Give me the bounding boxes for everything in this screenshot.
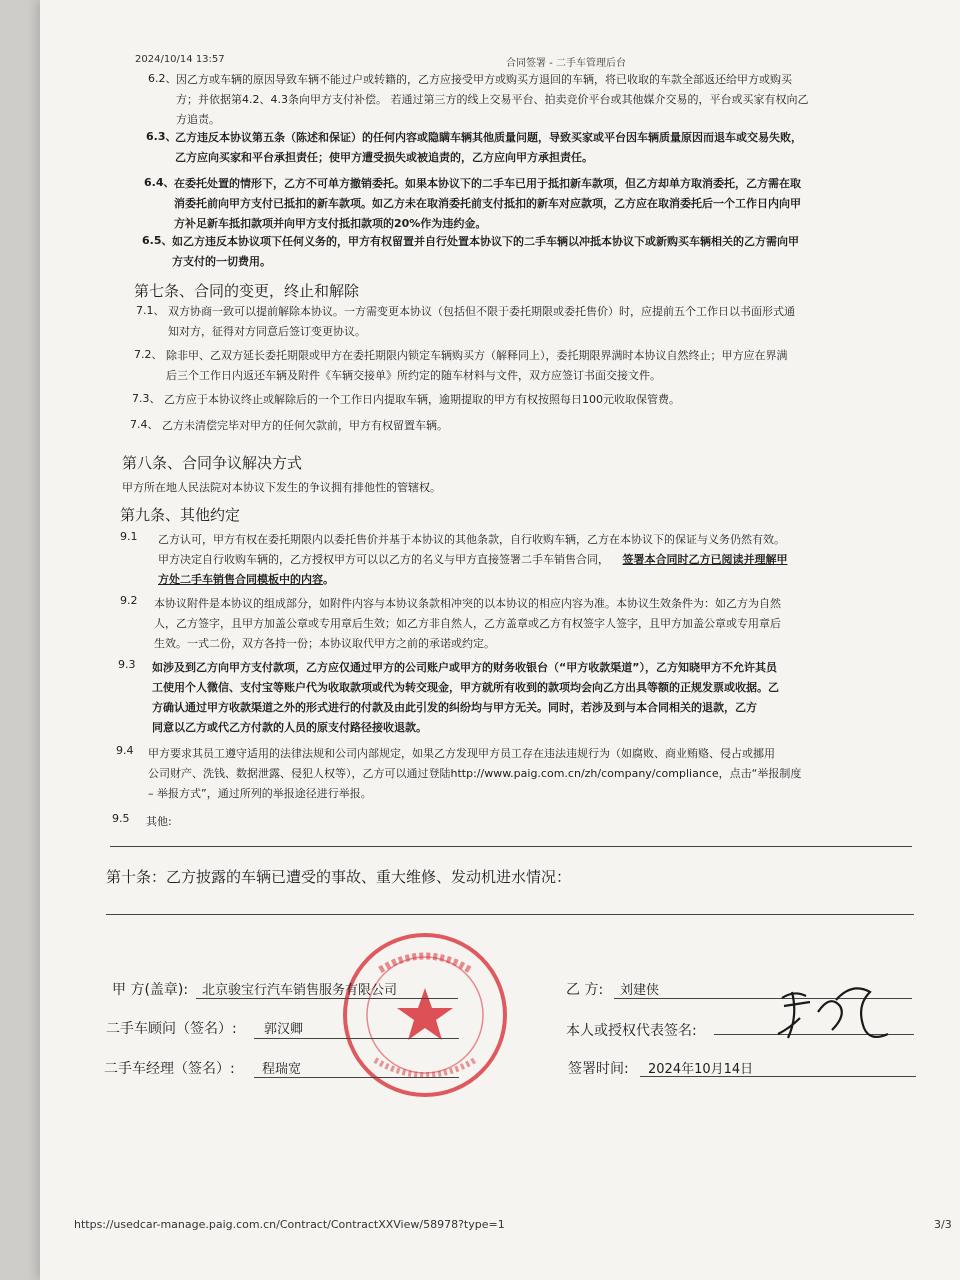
seal-star-icon <box>397 988 453 1040</box>
signature-line <box>640 1076 916 1077</box>
text-line: 双方协商一致可以提前解除本协议。一方需变更本协议（包括但不限于委托期限或委托售价）时，应提前五个工作日以书面形式通 <box>168 305 795 318</box>
signature-stroke <box>818 988 888 1036</box>
article-7-heading: 第七条、合同的变更，终止和解除 <box>134 282 360 300</box>
text-line <box>158 570 948 590</box>
text-line: 知对方，征得对方同意后签订变更协议。 <box>168 325 366 338</box>
advisor-label: 二手车顾问（签名）: <box>106 1021 237 1037</box>
clause-6-4 <box>174 174 801 234</box>
clause-6-2 <box>176 70 808 130</box>
text-span: 甲方决定自行收购车辆的，乙方授权甲方可以以乙方的名义与甲方直接签署二手车销售合同， <box>158 553 609 566</box>
underlined-bold-text: 签署本合同时乙方已阅读并理解甲 <box>622 553 788 566</box>
text-line: 工使用个人微信、支付宝等账户代为收取款项或代为转交现金，甲方就所有收到的款项均会向乙方出具等额的正规发票或收据。乙 <box>152 681 779 694</box>
text-line: 公司财产、洗钱、数据泄露、侵犯人权等），乙方可以通过登陆http://www.paig.com.cn/zh/company/compliance，点击“举报制度 <box>148 767 802 780</box>
text-line: 在委托处置的情形下，乙方不可单方撤销委托。如果本协议下的二手车已用于抵扣新车款项，但乙方却单方取消委托，乙方需在取 <box>174 177 801 190</box>
clause-number: 7.3、 <box>132 392 161 405</box>
party-a-value: 北京骏宝行汽车销售服务有限公司 <box>202 983 398 998</box>
clause-7-2 <box>166 346 788 386</box>
clause-7-1 <box>168 302 795 342</box>
fill-in-line <box>110 846 912 847</box>
text-line: 后三个工作日内返还车辆及附件《车辆交接单》所约定的随车材料与文件，双方应签订书面交接文件。 <box>166 369 661 382</box>
text-line: 乙方认可，甲方有权在委托期限内以委托售价并基于本协议的其他条款，自行收购车辆，乙方在本协议下的保证与义务仍然有效。 <box>158 533 785 546</box>
signature-line <box>196 998 458 999</box>
text-line: 本协议附件是本协议的组成部分，如附件内容与本协议条款相冲突的以本协议的相应内容为准。本协议生效条件为：如乙方为自然 <box>154 597 781 610</box>
page-header-title: 合同签署 - 二手车管理后台 <box>506 58 626 69</box>
text-line: 乙方应向买家和平台承担责任；使甲方遭受损失或被追责的，乙方应向甲方承担责任。 <box>175 151 593 164</box>
clause-7-3 <box>164 390 680 410</box>
clause-number: 6.3、 <box>146 130 177 143</box>
fill-in-line <box>106 914 914 915</box>
article-10-heading: 第十条：乙方披露的车辆已遭受的事故、重大维修、发动机进水情况： <box>106 868 572 886</box>
clause-number: 7.4、 <box>130 418 159 431</box>
article-8-text: 甲方所在地人民法院对本协议下发生的争议拥有排他性的管辖权。 <box>122 481 441 494</box>
article-8-heading: 第八条、合同争议解决方式 <box>122 454 303 472</box>
text-line: 消委托前向甲方支付已抵扣的新车款项。如乙方未在取消委托前支付抵扣的新车对应款项，乙方应在取消委托后一个工作日内向甲 <box>174 197 801 210</box>
clause-number: 7.1、 <box>136 304 165 317</box>
clause-number: 9.3 <box>118 658 136 671</box>
text-line: 如涉及到乙方向甲方支付款项，乙方应仅通过甲方的公司账户或甲方的财务收银台（“甲方收款渠道”），乙方知晓甲方不允许其员 <box>152 661 777 674</box>
text-line: 方确认通过甲方收款渠道之外的形式进行的付款及由此引发的纠纷均与甲方无关。同时，若涉及到与本合同相关的退款，乙方 <box>152 701 757 714</box>
document-page <box>40 0 960 1280</box>
text-span: 。 <box>323 573 334 586</box>
rep-label: 本人或授权代表签名: <box>566 1023 697 1039</box>
text-line: 甲方要求其员工遵守适用的法律法规和公司内部规定，如果乙方发现甲方员工存在违法违规行为（如腐败、商业贿赂、侵占或挪用 <box>148 747 775 760</box>
text-line: 人，乙方签字，且甲方加盖公章或专用章后生效；如乙方非自然人，乙方盖章或乙方有权签字人签字，且甲方加盖公章或专用章后 <box>154 617 781 630</box>
manager-label: 二手车经理（签名）: <box>104 1061 235 1077</box>
text-line: 方补足新车抵扣款项并向甲方支付抵扣款项的20%作为违约金。 <box>174 217 487 230</box>
handwritten-signature-icon <box>760 972 900 1052</box>
text-line: 乙方违反本协议第五条（陈述和保证）的任何内容或隐瞒车辆其他质量问题，导致买家或平台因车辆质量原因而退车或交易失败， <box>175 131 802 144</box>
clause-9-3 <box>152 658 779 738</box>
clause-number: 6.4、 <box>144 176 175 189</box>
party-b-value: 刘建侠 <box>620 983 660 998</box>
text-line: 乙方未清偿完毕对甲方的任何欠款前，甲方有权留置车辆。 <box>162 419 448 432</box>
clause-7-4 <box>162 416 448 436</box>
clause-number: 9.2 <box>120 594 138 607</box>
print-timestamp: 2024/10/14 13:57 <box>135 54 225 65</box>
seal-text-arc-icon <box>380 956 470 970</box>
clause-6-5 <box>172 232 799 272</box>
clause-number: 9.5 <box>112 812 130 825</box>
text-line: 乙方应于本协议终止或解除后的一个工作日内提取车辆，逾期提取的甲方有权按照每日100元收取保管费。 <box>164 393 680 406</box>
signature-line <box>254 1077 459 1078</box>
date-value: 2024年10月14日 <box>648 1062 754 1077</box>
page-number: 3/3 <box>934 1218 952 1231</box>
text-line: 生效。一式二份，双方各持一份；本协议取代甲方之前的承诺或约定。 <box>154 637 495 650</box>
text-line: 方；并依据第4.2、4.3条向甲方支付补偿。 若通过第三方的线上交易平台、拍卖竞价平台或其他媒介交易的，平台或买家有权向乙 <box>176 93 809 106</box>
clause-number: 6.2、 <box>148 72 177 85</box>
article-9-heading: 第九条、其他约定 <box>120 506 241 524</box>
company-seal-stamp <box>340 930 510 1100</box>
advisor-value: 郭汉卿 <box>264 1022 304 1037</box>
clause-9-2 <box>154 594 781 654</box>
footer-url: https://usedcar-manage.paig.com.cn/Contract/ContractXXView/58978?type=1 <box>74 1218 505 1231</box>
text-line: 方追责。 <box>176 113 220 126</box>
party-b-label: 乙 方: <box>566 982 604 998</box>
manager-value: 程瑞宽 <box>262 1062 302 1077</box>
text-line: 因乙方或车辆的原因导致车辆不能过户或转籍的，乙方应接受甲方或购买方退回的车辆，将已收取的车款全部返还给甲方或购买 <box>176 73 792 86</box>
text-line: – 举报方式”，通过所列的举报途径进行举报。 <box>148 787 372 800</box>
date-label: 签署时间: <box>568 1061 629 1077</box>
text-line: 除非甲、乙双方延长委托期限或甲方在委托期限内锁定车辆购买方（解释同上），委托期限界满时本协议自然终止；甲方应在界满 <box>166 349 788 362</box>
text-line: 同意以乙方或代乙方付款的人员的原支付路径接收退款。 <box>152 721 427 734</box>
clause-9-5-label: 其他: <box>146 815 172 828</box>
clause-number: 9.4 <box>116 744 134 757</box>
clause-6-3 <box>175 128 802 168</box>
party-a-label: 甲 方(盖章): <box>112 982 189 998</box>
text-line: 如乙方违反本协议项下任何义务的，甲方有权留置并自行处置本协议下的二手车辆以冲抵本协议下或新购买车辆相关的乙方需向甲 <box>172 235 799 248</box>
clause-number: 7.2、 <box>134 348 163 361</box>
clause-number: 9.1 <box>120 530 138 543</box>
text-line <box>158 550 948 570</box>
signature-stroke <box>778 992 810 1038</box>
clause-number: 6.5、 <box>142 234 173 247</box>
text-line: 方支付的一切费用。 <box>172 255 271 268</box>
underlined-bold-text: 方处二手车销售合同模板中的内容 <box>158 573 323 586</box>
clause-9-1 <box>158 530 948 590</box>
clause-9-4 <box>148 744 801 804</box>
signature-line <box>254 1038 459 1039</box>
